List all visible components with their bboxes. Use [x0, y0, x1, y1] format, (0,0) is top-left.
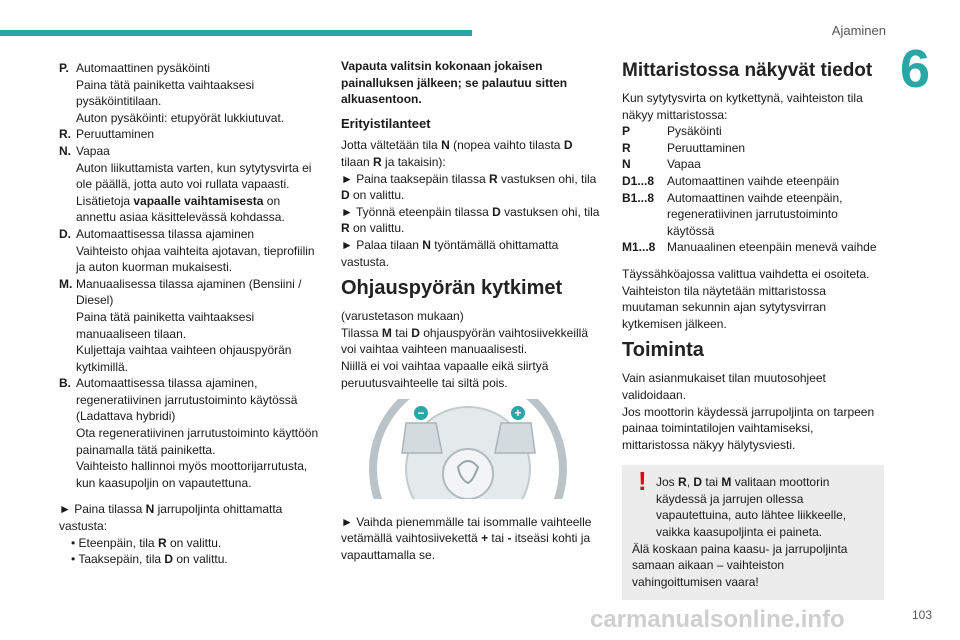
paddle-minus-label: − [417, 406, 425, 421]
column-1 [59, 60, 321, 568]
paddles-heading: Ohjauspyörän kytkimet [341, 277, 563, 300]
warning-text-1: Jos R, D tai M valitaan moottorin käydessä ja jarrujen ollessa vapautettuina, auto lähtee liikkeelle, vaikka kaasupoljinta ei paineta. [656, 475, 847, 540]
paddles-sub: (varustetason mukaan) [341, 309, 464, 324]
list-item: M1...8 Manuaalinen eteenpäin menevä vaihde [622, 240, 877, 255]
paddles-text-1: Tilassa M tai D ohjauspyörän vaihtosiivekkeillä voi vaihtaa vaihteen manuaalisesti. [341, 325, 589, 357]
warning-icon: ! [638, 466, 647, 497]
special-intro: Jotta vältetään tila N (nopea vaihto tilasta D tilaan R ja takaisin): [341, 138, 573, 169]
header-accent-bar [0, 30, 472, 36]
watermark: carmanualsonline.info [590, 606, 845, 633]
column-2 [341, 58, 603, 563]
page-number: 103 [911, 608, 932, 622]
chapter-number: 6 [900, 39, 931, 99]
operation-text-1: Vain asianmukaiset tilan muutosohjeet validoidaan. [622, 371, 826, 402]
warning-box [622, 465, 884, 600]
steering-wheel-illustration [366, 399, 571, 499]
special-step-2: ► Työnnä eteenpäin tilassa D vastuksen ohi, tila R on valittu. [341, 204, 600, 236]
mode-p: P. Automaattinen pysäköinti Paina tätä painiketta vaihtaaksesi pysäköintitilaan. Auton pysäköinti: etupyörät lukkiutuvat. [59, 61, 285, 125]
section-title: Ajaminen [831, 23, 886, 38]
instrument-note: Täyssähköajossa valittua vaihdetta ei osoiteta. Vaihteiston tila näytetään mittaristossa muutaman sekunnin ajan sytytysvirran kytkemisen jälkeen. [622, 266, 870, 331]
special-situations-heading: Erityistilanteet [341, 115, 431, 131]
special-step-3: ► Palaa tilaan N työntämällä ohittamatta vastusta. [341, 237, 559, 269]
paddles-text-3: ► Vaihda pienemmälle tai isommalle vaihteelle vetämällä vaihtosiivekettä + tai - itseäsi kohti ja vapauttamalla se. [341, 514, 592, 562]
mode-r: R. Peruuttaminen [59, 127, 155, 142]
instrument-display-heading: Mittaristossa näkyvät tiedot [622, 60, 873, 81]
mode-d: D. Automaattisessa tilassa ajaminen Vaihteisto ohjaa vaihteita ajotavan, tieprofiilin ja auton kuorman mukaisesti. [59, 226, 315, 275]
list-item: D1...8 Automaattinen vaihde eteenpäin [622, 173, 840, 188]
bullet-forward: • Eteenpäin, tila R on valittu. [71, 535, 222, 550]
release-note: Vapauta valitsin kokonaan jokaisen painalluksen jälkeen; se palautuu sitten alkuasentoon. [341, 59, 568, 107]
operation-text-2: Jos moottorin käydessä jarrupoljinta on tarpeen painaa toimintatilojen vaihtamiseksi, mittaristossa näkyy hälytysviesti. [622, 404, 875, 452]
mode-b: B. Automaattisessa tilassa ajaminen, regeneratiivinen jarrutustoiminto käytössä (Ladattava hybridi) Ota regeneratiivinen jarrutustoiminto käyttöön painamalla tätä painiketta. Vaihteisto hallinnoi myös moottorijarrutusta, kun kaasupoljin on vapautettuna. [59, 376, 319, 490]
list-item: B1...8 Automaattinen vaihde eteenpäin, regeneratiivinen jarrutustoiminto käytössä [622, 190, 843, 238]
paddle-plus-label: + [514, 406, 522, 421]
mode-m: M. Manuaalisessa tilassa ajaminen (Bensiini / Diesel) Paina tätä painiketta vaihtaaksesi manuaaliseen tilaan. Kuljettaja vaihtaa vaihteen ohjauspyörän kytkimillä. [59, 276, 302, 374]
column-3 [622, 60, 884, 600]
instrument-intro: Kun sytytysvirta on kytkettynä, vaihteiston tila näkyy mittaristossa: [622, 91, 863, 122]
step-n-instruction: ► Paina tilassa N jarrupoljinta ohittamatta vastusta: [59, 502, 283, 534]
special-step-1: ► Paina taaksepäin tilassa R vastuksen ohi, tila D on valittu. [341, 171, 597, 203]
bullet-backward: • Taaksepäin, tila D on valittu. [71, 552, 228, 567]
list-item: P Pysäköinti [622, 124, 722, 139]
mode-n: N. Vapaa Auton liikuttamista varten, kun sytytysvirta ei ole päällä, jotta auto voi rullata vapaasti. Lisätietoja vapaalle vaihtamisesta on annettu asiaa käsittelevässä kohdassa. [59, 143, 312, 225]
operation-heading: Toiminta [622, 339, 704, 362]
warning-text-2: Älä koskaan paina kaasu- ja jarrupoljinta samaan aikaan – vaihteiston vahingoittumisen vaara! [632, 541, 848, 589]
gear-indication-list [622, 123, 884, 256]
list-item: N Vapaa [622, 157, 701, 172]
paddles-text-2: Niillä ei voi vaihtaa vapaalle eikä siirtyä peruutusvaihteelle tai siltä pois. [341, 358, 549, 390]
list-item: R Peruuttaminen [622, 140, 746, 155]
